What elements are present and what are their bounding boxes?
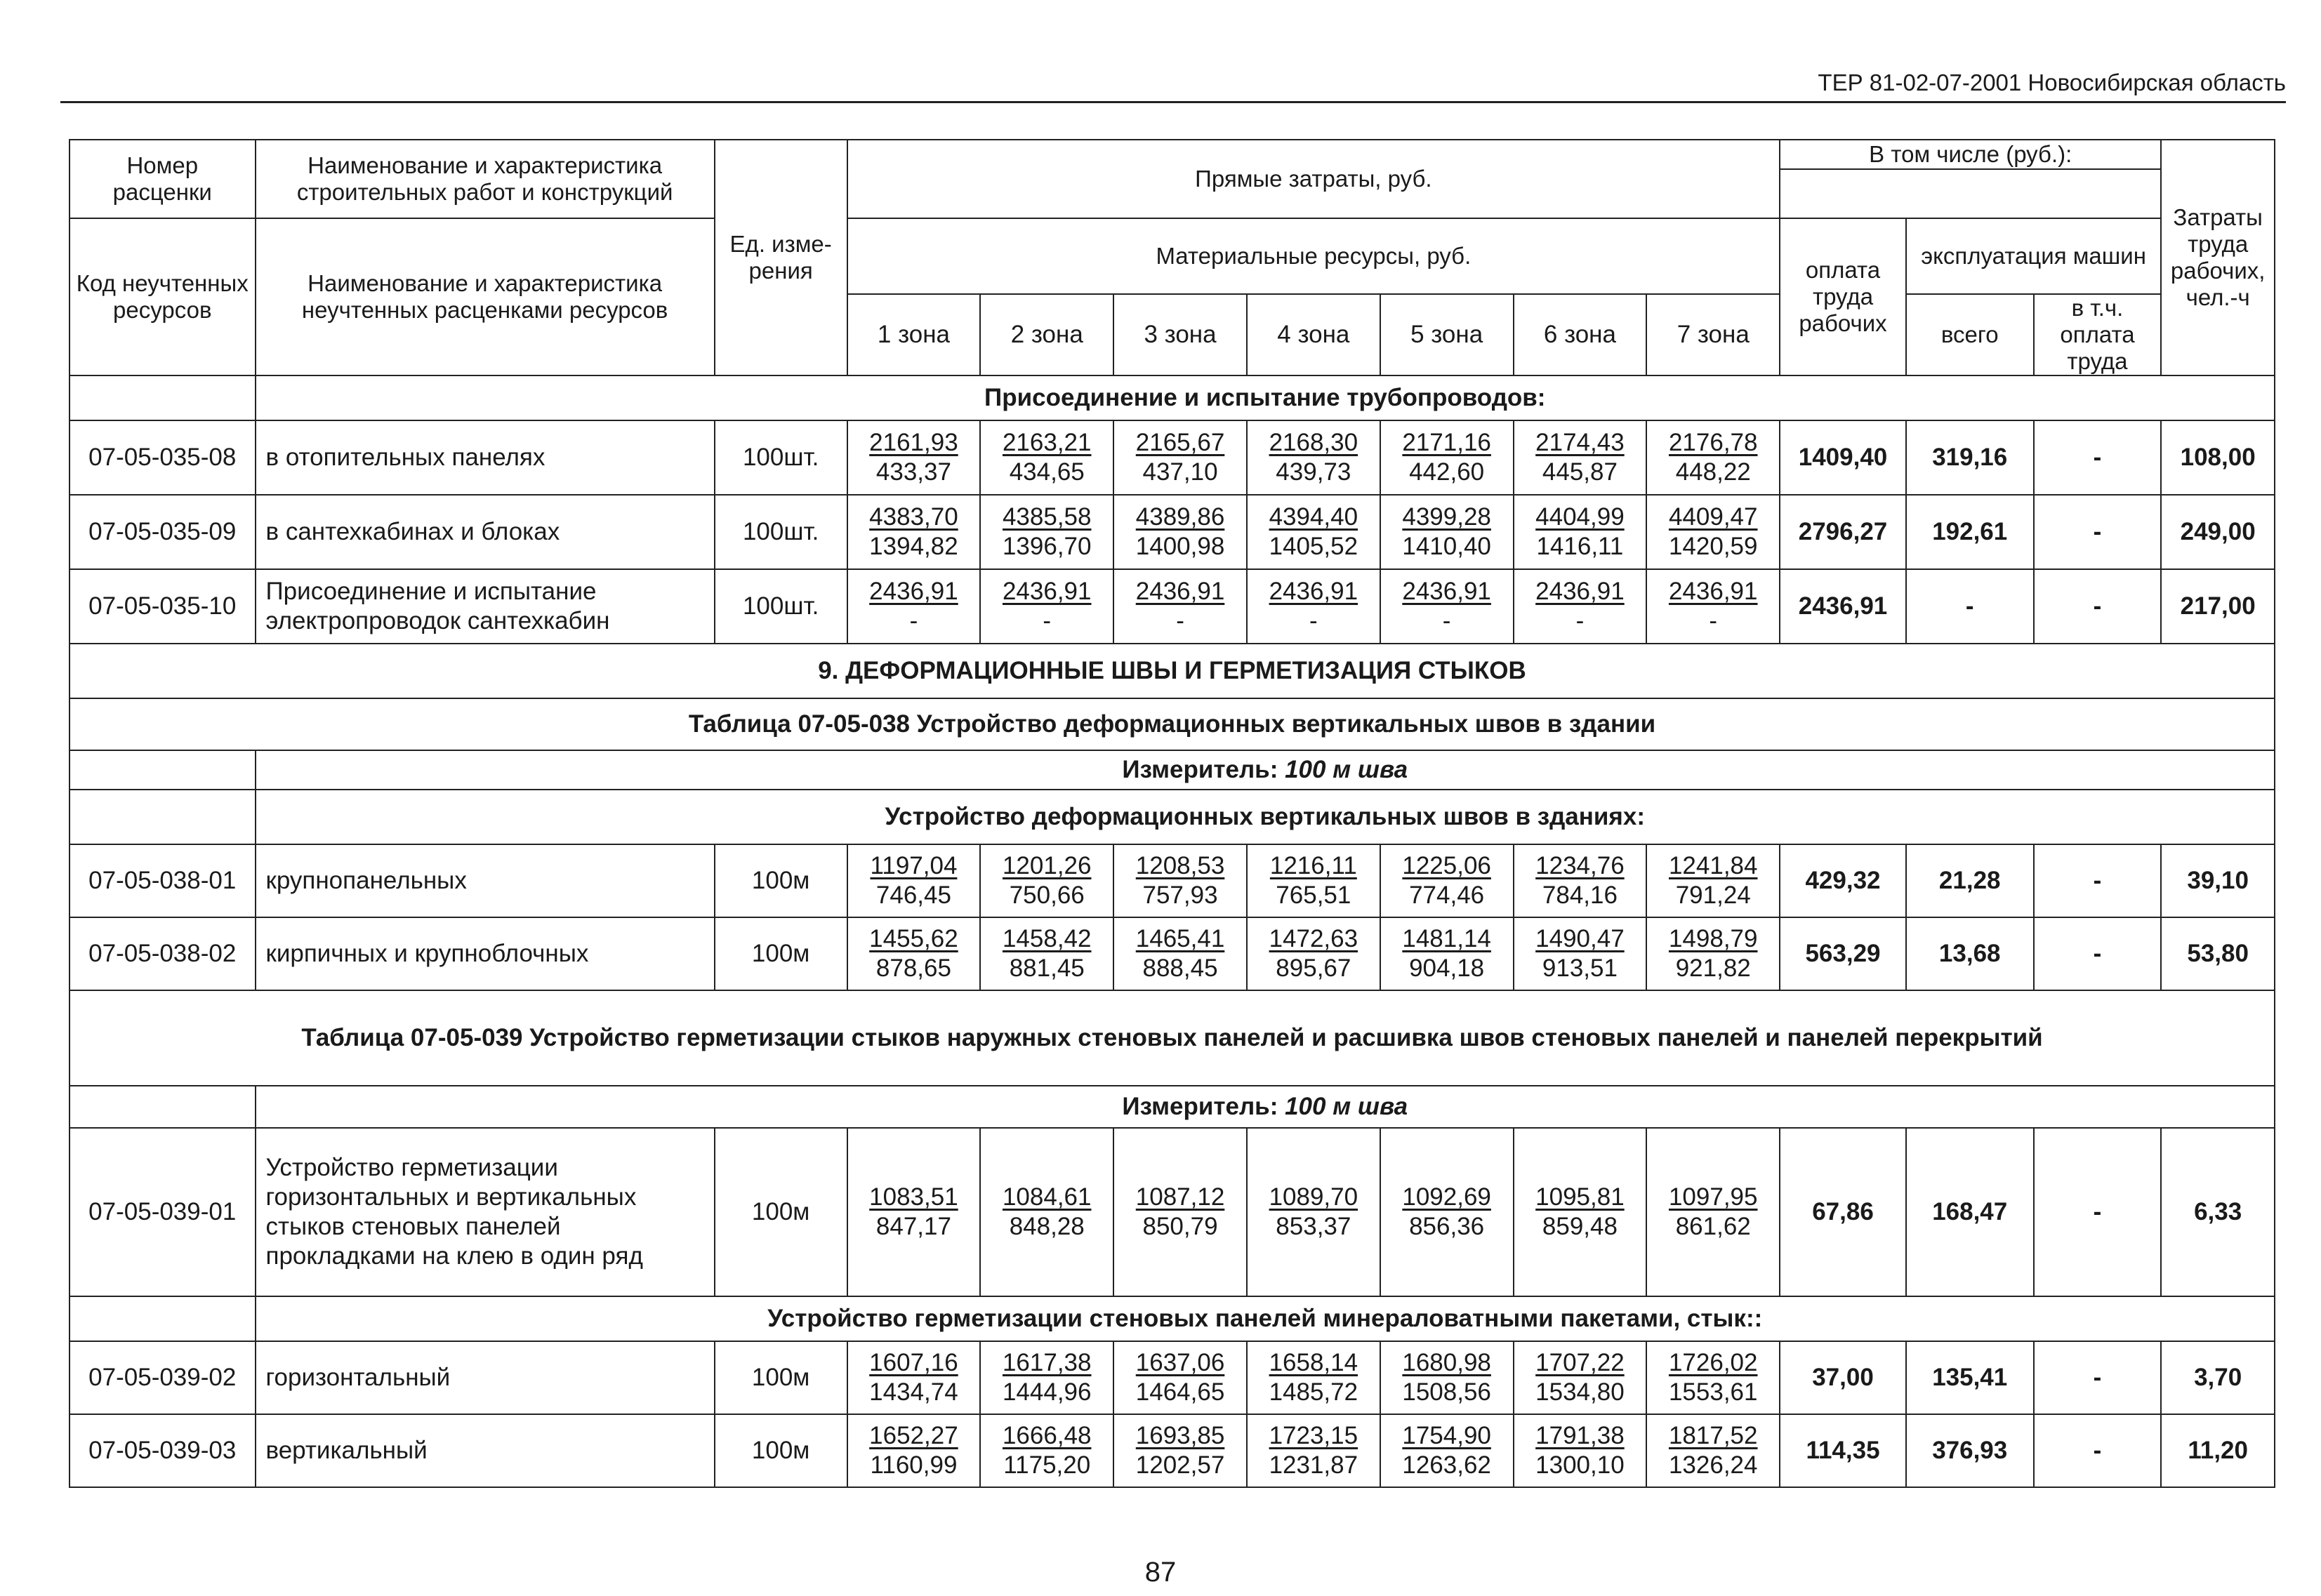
material-cost: 1326,24: [1668, 1451, 1758, 1479]
zone-1-value: [847, 1128, 981, 1296]
machine-total-value: 21,28: [1906, 844, 2034, 917]
group-title-039: Устройство герметизации стеновых панелей минераловатными пакетами, стык::: [256, 1296, 2275, 1341]
group-row: [70, 790, 2275, 844]
machine-total-value: 192,61: [1906, 495, 2034, 569]
measure-row: [70, 1086, 2275, 1128]
zone-1-value: [847, 495, 981, 569]
zone-2-header: 2 зона: [980, 294, 1113, 375]
unit-header: Ед. изме-рения: [715, 140, 847, 375]
machine-wages-value: -: [2034, 495, 2162, 569]
work-name: в отопительных панелях: [256, 420, 715, 495]
direct-cost: 2436,91: [1002, 577, 1092, 605]
zone-7-value: [1646, 569, 1780, 644]
material-cost: 442,60: [1409, 458, 1485, 486]
group-row: [70, 1296, 2275, 1341]
rate-code: 07-05-035-09: [70, 495, 256, 569]
rate-code: 07-05-038-02: [70, 917, 256, 990]
table-038-title: Таблица 07-05-038 Устройство деформационных вертикальных швов в здании: [70, 698, 2275, 750]
zone-2-value: [980, 569, 1113, 644]
zone-1-value: [847, 420, 981, 495]
direct-cost: 4404,99: [1535, 503, 1625, 531]
zone-7-value: [1646, 1341, 1780, 1414]
header-row-2: [70, 218, 2275, 294]
zone-5-value: [1380, 420, 1514, 495]
direct-costs-header: Прямые затраты, руб.: [847, 140, 1780, 218]
material-cost: 1464,65: [1135, 1378, 1225, 1406]
measure-039: Измеритель: 100 м шва: [256, 1086, 2275, 1128]
work-name: кирпичных и крупноблочных: [256, 917, 715, 990]
direct-cost: 1241,84: [1668, 851, 1758, 879]
rate-code: 07-05-039-02: [70, 1341, 256, 1414]
direct-cost: 1637,06: [1135, 1348, 1225, 1376]
material-cost: 904,18: [1409, 954, 1485, 982]
unit: 100шт.: [715, 569, 847, 644]
table-row: [70, 1414, 2275, 1487]
direct-cost: 4383,70: [869, 503, 958, 531]
material-cost: 791,24: [1675, 881, 1751, 909]
table-039-title: Таблица 07-05-039 Устройство герметизации стыков наружных стеновых панелей и расшивка швов стеновых панелей и панелей перекрытий: [70, 990, 2275, 1086]
rate-code: 07-05-039-03: [70, 1414, 256, 1487]
zone-4-value: [1247, 1341, 1380, 1414]
unit: 100м: [715, 1341, 847, 1414]
work-name: горизонтальный: [256, 1341, 715, 1414]
table-row: [70, 495, 2275, 569]
machine-total-value: 135,41: [1906, 1341, 2034, 1414]
zone-4-value: [1247, 420, 1380, 495]
zone-5-value: [1380, 495, 1514, 569]
labor-value: 217,00: [2161, 569, 2275, 644]
material-cost: -: [1309, 606, 1318, 634]
zone-4-value: [1247, 844, 1380, 917]
zone-5-value: [1380, 1414, 1514, 1487]
material-cost: 1175,20: [1003, 1451, 1091, 1479]
direct-cost: 1216,11: [1269, 851, 1357, 879]
wages-value: 114,35: [1780, 1414, 1906, 1487]
material-cost: 1485,72: [1269, 1378, 1358, 1406]
direct-cost: 1083,51: [869, 1183, 958, 1211]
direct-cost: 1097,95: [1668, 1183, 1758, 1211]
zone-7-value: [1646, 1128, 1780, 1296]
direct-cost: 2436,91: [1535, 577, 1625, 605]
rate-code: 07-05-039-01: [70, 1128, 256, 1296]
direct-cost: 1498,79: [1668, 924, 1758, 952]
zone-1-header: 1 зона: [847, 294, 981, 375]
zone-6-value: [1514, 420, 1647, 495]
material-cost: 1420,59: [1668, 532, 1758, 560]
direct-cost: 1084,61: [1002, 1183, 1092, 1211]
machine-wages-value: -: [2034, 420, 2162, 495]
work-name: вертикальный: [256, 1414, 715, 1487]
zone-3-value: [1113, 569, 1247, 644]
material-cost: 434,65: [1009, 458, 1085, 486]
zone-3-value: [1113, 420, 1247, 495]
section-row: [70, 644, 2275, 698]
zone-2-value: [980, 917, 1113, 990]
direct-cost: 4394,40: [1269, 503, 1358, 531]
direct-cost: 2176,78: [1668, 428, 1758, 456]
material-cost: 437,10: [1142, 458, 1218, 486]
direct-cost: 2165,67: [1135, 428, 1225, 456]
direct-cost: 1095,81: [1535, 1183, 1625, 1211]
zone-4-value: [1247, 495, 1380, 569]
wages-value: 67,86: [1780, 1128, 1906, 1296]
direct-cost: 1092,69: [1402, 1183, 1491, 1211]
table-title-row: [70, 698, 2275, 750]
zone-4-value: [1247, 917, 1380, 990]
wages-value: 563,29: [1780, 917, 1906, 990]
zone-5-value: [1380, 1128, 1514, 1296]
including-header: [1780, 140, 2161, 218]
direct-cost: 1490,47: [1535, 924, 1625, 952]
zone-3-value: [1113, 917, 1247, 990]
material-cost: 1508,56: [1402, 1378, 1491, 1406]
zone-7-value: [1646, 1414, 1780, 1487]
direct-cost: 2163,21: [1002, 428, 1092, 456]
unit: 100м: [715, 1128, 847, 1296]
zone-5-header: 5 зона: [1380, 294, 1514, 375]
labor-value: 3,70: [2161, 1341, 2275, 1414]
material-cost: 433,37: [875, 458, 951, 486]
zone-7-value: [1646, 844, 1780, 917]
material-cost: 1405,52: [1269, 532, 1358, 560]
machine-wages-value: -: [2034, 917, 2162, 990]
labor-value: 249,00: [2161, 495, 2275, 569]
direct-cost: 1607,16: [869, 1348, 958, 1376]
page-header: [60, 65, 2286, 103]
material-cost: 1263,62: [1402, 1451, 1491, 1479]
zone-7-value: [1646, 917, 1780, 990]
zone-4-header: 4 зона: [1247, 294, 1380, 375]
material-cost: 1231,87: [1269, 1451, 1358, 1479]
work-name: крупнопанельных: [256, 844, 715, 917]
zone-6-value: [1514, 1341, 1647, 1414]
zone-7-value: [1646, 420, 1780, 495]
direct-cost: 2171,16: [1402, 428, 1491, 456]
direct-cost: 2436,91: [1668, 577, 1758, 605]
direct-cost: 1658,14: [1269, 1348, 1358, 1376]
material-cost: 439,73: [1276, 458, 1351, 486]
material-cost: 853,37: [1276, 1212, 1351, 1240]
zone-3-value: [1113, 1341, 1247, 1414]
unit: 100м: [715, 844, 847, 917]
machine-wages-value: -: [2034, 1128, 2162, 1296]
table039-first-row: [70, 1128, 2275, 1296]
direct-cost: 1197,04: [870, 851, 958, 879]
work-name: Присоединение и испытание электропроводок сантехкабин: [256, 569, 715, 644]
material-cost: 888,45: [1142, 954, 1218, 982]
code-header: Код неучтенных ресурсов: [70, 218, 256, 375]
group-row: [70, 375, 2275, 420]
material-cost: 1396,70: [1002, 532, 1092, 560]
material-cost: 1410,40: [1402, 532, 1491, 560]
material-cost: -: [909, 606, 918, 634]
machine-total-value: -: [1906, 569, 2034, 644]
direct-cost: 2436,91: [1135, 577, 1225, 605]
zone-3-value: [1113, 1414, 1247, 1487]
material-cost: 895,67: [1276, 954, 1351, 982]
direct-cost: 4399,28: [1402, 503, 1491, 531]
direct-cost: 1087,12: [1135, 1183, 1225, 1211]
direct-cost: 1234,76: [1535, 851, 1625, 879]
labor-value: 11,20: [2161, 1414, 2275, 1487]
zone-3-value: [1113, 1128, 1247, 1296]
machine-wages-value: -: [2034, 844, 2162, 917]
direct-cost: 2174,43: [1535, 428, 1625, 456]
zone-1-value: [847, 844, 981, 917]
direct-cost: 1652,27: [869, 1421, 958, 1449]
zone-2-value: [980, 495, 1113, 569]
machine-total-value: 376,93: [1906, 1414, 2034, 1487]
header-row-1: [70, 140, 2275, 218]
name-unaccounted-header: Наименование и характеристика неучтенных расценками ресурсов: [256, 218, 715, 375]
material-cost: -: [1043, 606, 1052, 634]
direct-cost: 2436,91: [869, 577, 958, 605]
page-number: 87: [1144, 1557, 1177, 1588]
material-cost: 856,36: [1409, 1212, 1485, 1240]
material-cost: 1416,11: [1536, 532, 1624, 560]
section-title: 9. ДЕФОРМАЦИОННЫЕ ШВЫ И ГЕРМЕТИЗАЦИЯ СТЫКОВ: [70, 644, 2275, 698]
table-row: [70, 1128, 2275, 1296]
table038-rows: [70, 844, 2275, 990]
direct-cost: 1225,06: [1402, 851, 1491, 879]
direct-cost: 1481,14: [1402, 924, 1491, 952]
zone-2-value: [980, 1414, 1113, 1487]
direct-cost: 1791,38: [1535, 1421, 1625, 1449]
material-cost: 765,51: [1276, 881, 1351, 909]
machine-wages-header: в т.ч. оплата труда: [2034, 294, 2162, 375]
rate-code: 07-05-035-08: [70, 420, 256, 495]
direct-cost: 1465,41: [1135, 924, 1225, 952]
material-cost: 757,93: [1142, 881, 1218, 909]
document-title: ТЕР 81-02-07-2001 Новосибирская область: [1818, 69, 2286, 95]
material-cost: 1400,98: [1135, 532, 1225, 560]
direct-cost: 1201,26: [1002, 851, 1092, 879]
material-cost: 1553,61: [1668, 1378, 1758, 1406]
material-cost: 861,62: [1675, 1212, 1751, 1240]
material-cost: 850,79: [1142, 1212, 1218, 1240]
machine-header: эксплуатация машин: [1906, 218, 2161, 294]
zone-2-value: [980, 1341, 1113, 1414]
material-cost: 881,45: [1009, 954, 1085, 982]
zone-5-value: [1380, 844, 1514, 917]
unit: 100шт.: [715, 420, 847, 495]
table-title-row: [70, 990, 2275, 1086]
zone-2-value: [980, 844, 1113, 917]
zone-6-value: [1514, 917, 1647, 990]
wages-value: 37,00: [1780, 1341, 1906, 1414]
table-row: [70, 420, 2275, 495]
direct-cost: 1817,52: [1668, 1421, 1758, 1449]
zone-1-value: [847, 569, 981, 644]
material-cost: -: [1575, 606, 1585, 634]
material-cost: 1394,82: [869, 532, 958, 560]
zone-1-value: [847, 1341, 981, 1414]
zone-6-value: [1514, 844, 1647, 917]
wages-value: 429,32: [1780, 844, 1906, 917]
material-cost: 848,28: [1009, 1212, 1085, 1240]
zone-4-value: [1247, 569, 1380, 644]
direct-cost: 1726,02: [1668, 1348, 1758, 1376]
material-cost: 859,48: [1542, 1212, 1618, 1240]
measure-038: Измеритель: 100 м шва: [256, 750, 2275, 790]
material-cost: -: [1709, 606, 1718, 634]
material-cost: 921,82: [1675, 954, 1751, 982]
labor-value: 6,33: [2161, 1128, 2275, 1296]
direct-cost: 1666,48: [1002, 1421, 1092, 1449]
material-cost: 746,45: [875, 881, 951, 909]
direct-cost: 1680,98: [1402, 1348, 1491, 1376]
name-header: Наименование и характеристика строительных работ и конструкций: [256, 140, 715, 218]
group-title-038: Устройство деформационных вертикальных швов в зданиях:: [256, 790, 2275, 844]
direct-cost: 2168,30: [1269, 428, 1358, 456]
material-cost: 774,46: [1409, 881, 1485, 909]
material-cost: 1300,10: [1535, 1451, 1625, 1479]
material-cost: 448,22: [1675, 458, 1751, 486]
zone-7-header: 7 зона: [1646, 294, 1780, 375]
table-row: [70, 569, 2275, 644]
direct-cost: 1208,53: [1135, 851, 1225, 879]
direct-cost: 1617,38: [1002, 1348, 1092, 1376]
wages-value: 2436,91: [1780, 569, 1906, 644]
zone-6-value: [1514, 1128, 1647, 1296]
direct-cost: 1089,70: [1269, 1183, 1358, 1211]
zone-3-value: [1113, 495, 1247, 569]
zone-3-value: [1113, 844, 1247, 917]
material-header: Материальные ресурсы, руб.: [847, 218, 1780, 294]
material-cost: 913,51: [1542, 954, 1618, 982]
zone-2-value: [980, 1128, 1113, 1296]
direct-cost: 1723,15: [1269, 1421, 1358, 1449]
labor-value: 108,00: [2161, 420, 2275, 495]
machine-total-value: 168,47: [1906, 1128, 2034, 1296]
direct-cost: 4409,47: [1668, 503, 1758, 531]
direct-cost: 1693,85: [1135, 1421, 1225, 1449]
material-cost: 750,66: [1009, 881, 1085, 909]
material-cost: 784,16: [1542, 881, 1618, 909]
zone-6-header: 6 зона: [1514, 294, 1647, 375]
direct-cost: 1707,22: [1535, 1348, 1625, 1376]
material-cost: 1534,80: [1535, 1378, 1625, 1406]
table-row: [70, 917, 2275, 990]
table-row: [70, 1341, 2275, 1414]
machine-wages-value: -: [2034, 569, 2162, 644]
work-name: в сантехкабинах и блоках: [256, 495, 715, 569]
direct-cost: 2436,91: [1402, 577, 1491, 605]
work-name: Устройство герметизации горизонтальных и вертикальных стыков стеновых панелей прокладками на клею в один ряд: [256, 1128, 715, 1296]
material-cost: 445,87: [1542, 458, 1618, 486]
rate-code: 07-05-038-01: [70, 844, 256, 917]
table039-rows: [70, 1341, 2275, 1487]
wages-value: 2796,27: [1780, 495, 1906, 569]
material-cost: 878,65: [875, 954, 951, 982]
labor-header: Затраты труда рабочих, чел.-ч: [2161, 140, 2275, 375]
wages-value: 1409,40: [1780, 420, 1906, 495]
material-cost: -: [1176, 606, 1184, 634]
unit: 100шт.: [715, 495, 847, 569]
number-header: Номер расценки: [70, 140, 256, 218]
direct-cost: 2436,91: [1269, 577, 1358, 605]
material-cost: 847,17: [875, 1212, 951, 1240]
machine-total-value: 319,16: [1906, 420, 2034, 495]
zone-1-value: [847, 917, 981, 990]
direct-cost: 1458,42: [1002, 924, 1092, 952]
wages-header: оплата труда рабочих: [1780, 218, 1906, 375]
labor-value: 53,80: [2161, 917, 2275, 990]
material-cost: -: [1442, 606, 1451, 634]
rate-code: 07-05-035-10: [70, 569, 256, 644]
zone-7-value: [1646, 495, 1780, 569]
machine-wages-value: -: [2034, 1341, 2162, 1414]
including-label: В том числе (руб.):: [1780, 140, 2160, 169]
direct-cost: 1472,63: [1269, 924, 1358, 952]
material-cost: 1202,57: [1135, 1451, 1225, 1479]
zone-4-value: [1247, 1414, 1380, 1487]
material-cost: 1434,74: [869, 1378, 958, 1406]
machine-total-header: всего: [1906, 294, 2034, 375]
zone-1-value: [847, 1414, 981, 1487]
table-row: [70, 844, 2275, 917]
zone-5-value: [1380, 1341, 1514, 1414]
direct-cost: 1455,62: [869, 924, 958, 952]
machine-wages-value: -: [2034, 1414, 2162, 1487]
unit: 100м: [715, 917, 847, 990]
zone-2-value: [980, 420, 1113, 495]
direct-cost: 1754,90: [1402, 1421, 1491, 1449]
zone-6-value: [1514, 1414, 1647, 1487]
measure-row: [70, 750, 2275, 790]
zone-6-value: [1514, 569, 1647, 644]
machine-total-value: 13,68: [1906, 917, 2034, 990]
zone-3-header: 3 зона: [1113, 294, 1247, 375]
zone-4-value: [1247, 1128, 1380, 1296]
zone-6-value: [1514, 495, 1647, 569]
unit: 100м: [715, 1414, 847, 1487]
direct-cost: 4385,58: [1002, 503, 1092, 531]
group1-rows: [70, 420, 2275, 644]
material-cost: 1160,99: [870, 1451, 958, 1479]
direct-cost: 4389,86: [1135, 503, 1225, 531]
rates-table: [69, 139, 2275, 1488]
direct-cost: 2161,93: [869, 428, 958, 456]
material-cost: 1444,96: [1002, 1378, 1092, 1406]
zone-5-value: [1380, 569, 1514, 644]
group-title: Присоединение и испытание трубопроводов:: [256, 375, 2275, 420]
labor-value: 39,10: [2161, 844, 2275, 917]
zone-5-value: [1380, 917, 1514, 990]
